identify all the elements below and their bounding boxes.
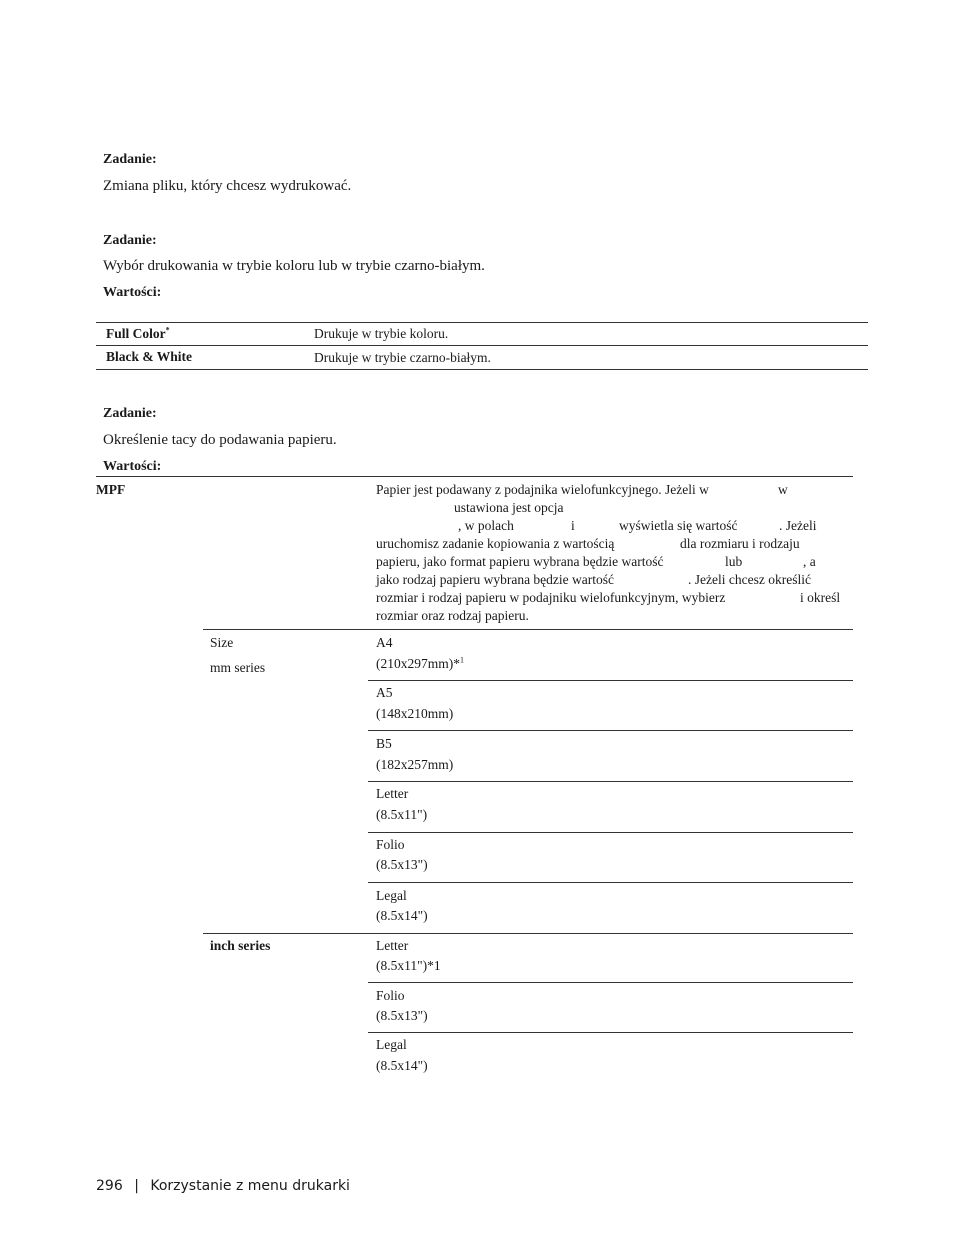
option-description: Drukuje w trybie czarno-białym. bbox=[314, 350, 491, 365]
size-name: Letter bbox=[376, 786, 409, 801]
size-dimensions: (8.5x14") bbox=[376, 908, 428, 923]
footer bbox=[96, 1178, 350, 1194]
page-number: 296 bbox=[96, 1178, 123, 1194]
size-dimensions: (210x297mm)*$^1$ bbox=[376, 655, 464, 671]
size-name: Letter bbox=[376, 938, 409, 953]
table-divider bbox=[96, 345, 868, 346]
size-dimensions: (148x210mm) bbox=[376, 706, 454, 721]
size-dimensions: (8.5x11")*1 bbox=[376, 958, 441, 973]
size-dimensions: (8.5x14") bbox=[376, 1058, 428, 1073]
option-full-color: Full Color* bbox=[106, 325, 170, 341]
row-divider bbox=[368, 1032, 853, 1033]
option-black-white: Black & White bbox=[106, 349, 193, 364]
size-name: Legal bbox=[376, 1037, 407, 1052]
table-divider bbox=[96, 322, 868, 323]
size-name: A5 bbox=[376, 685, 393, 700]
values-label: Wartości: bbox=[103, 459, 162, 474]
chapter-title: Korzystanie z menu drukarki bbox=[150, 1178, 350, 1194]
row-divider bbox=[368, 982, 853, 983]
size-name: Legal bbox=[376, 888, 407, 903]
size-name: A4 bbox=[376, 635, 393, 650]
size-name: Folio bbox=[376, 837, 405, 852]
table-divider bbox=[96, 369, 868, 370]
size-dimensions: (8.5x13") bbox=[376, 857, 428, 872]
task-text: Określenie tacy do podawania papieru. bbox=[103, 432, 337, 448]
row-divider bbox=[368, 680, 853, 681]
task-text: Zmiana pliku, który chcesz wydrukować. bbox=[103, 178, 352, 194]
table-divider bbox=[203, 933, 853, 934]
option-description: Drukuje w trybie koloru. bbox=[314, 326, 449, 341]
task-label: Zadanie: bbox=[103, 152, 157, 167]
row-divider bbox=[368, 730, 853, 731]
values-label: Wartości: bbox=[103, 285, 162, 300]
row-divider bbox=[368, 882, 853, 883]
size-dimensions: (182x257mm) bbox=[376, 757, 454, 772]
mpf-label: MPF bbox=[96, 482, 126, 497]
table-divider bbox=[96, 476, 853, 477]
size-name: B5 bbox=[376, 736, 392, 751]
task-label: Zadanie: bbox=[103, 233, 157, 248]
footer-separator: | bbox=[134, 1178, 139, 1194]
size-label: Size bbox=[210, 635, 234, 650]
task-text: Wybór drukowania w trybie koloru lub w trybie czarno-białym. bbox=[103, 258, 485, 274]
row-divider bbox=[368, 832, 853, 833]
task-label: Zadanie: bbox=[103, 406, 157, 421]
size-name: Folio bbox=[376, 988, 405, 1003]
size-dimensions: (8.5x13") bbox=[376, 1008, 428, 1023]
row-divider bbox=[368, 781, 853, 782]
size-dimensions: (8.5x11") bbox=[376, 807, 428, 822]
inch-series-label: inch series bbox=[210, 938, 271, 953]
table-divider bbox=[203, 629, 853, 630]
mm-series-label: mm series bbox=[210, 660, 266, 675]
